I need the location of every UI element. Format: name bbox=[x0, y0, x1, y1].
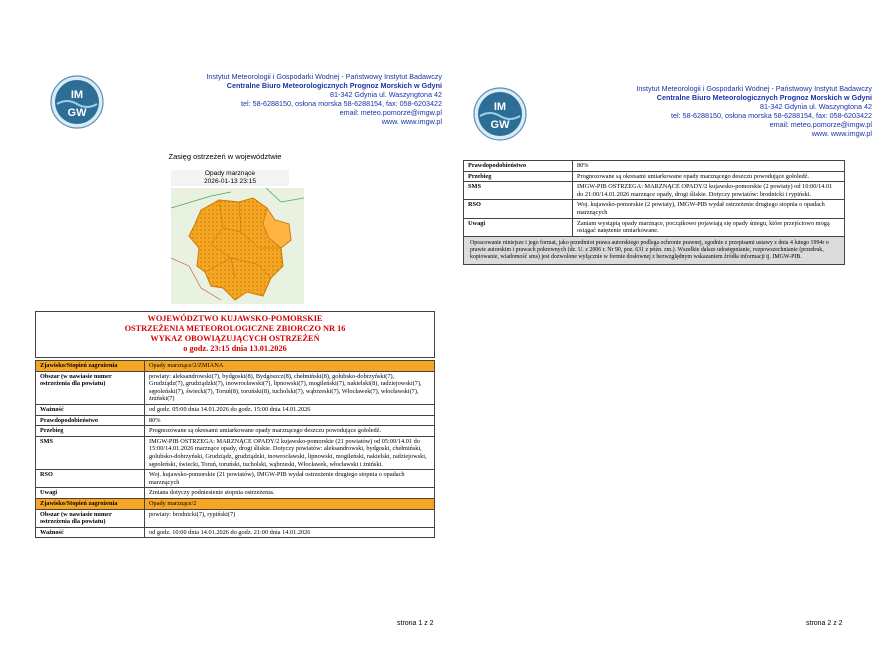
bulletin-title-line2: OSTRZEŻENIA METEOROLOGICZNE ZBIORCZO NR 16 bbox=[124, 324, 346, 333]
remarks-value: Zaniam wystąpią opady marznące, początkowo pojawiają się opady śniegu, które przejściowo mogą osiągać natężenie umiarkowane. bbox=[573, 218, 845, 236]
address: 81-342 Gdynia ul. Waszyngtona 42 bbox=[759, 102, 872, 111]
course-label: Przebieg bbox=[464, 171, 573, 182]
validity-value: od godz. 10:00 dnia 14.01.2026 do godz. 21:00 dnia 14.01.2026 bbox=[145, 527, 435, 538]
table-row bbox=[36, 436, 435, 469]
sms-value: IMGW-PIB OSTRZEGA: MARZNĄCE OPADY/2 kujawsko-pomorskie (21 powiatów) od 05:00/14.01 do 15:00/14.01.2026 marznące opady, drogi śliskie. Dotyczy powiatów: aleksandrowski, bydgoski, chełmiński, golubsko-dobrzyński, Grudziądz, grudziądzki, inowrocławski, lipnowski, mogileński, nakielski, radziejowski, sępoleński, świecki, Toruń, toruński, tucholski, wąbrzeski, Włocławek, włocławski i żniński. bbox=[145, 436, 435, 469]
probability-value: 80% bbox=[573, 161, 845, 172]
bulletin-title-line1: WOJEWÓDZTWO KUJAWSKO-POMORSKIE bbox=[147, 314, 323, 323]
imgw-logo bbox=[49, 74, 105, 130]
table-row bbox=[36, 371, 435, 404]
page-number-1: strona 1 z 2 bbox=[397, 620, 434, 627]
table-row bbox=[464, 161, 845, 172]
copyright-note: Opracowanie niniejsze i jego format, jako przedmiot prawa autorskiego podlega ochronie prawnej, zgodnie z przepisami ustawy z dnia 4 lutego 1994r o prawie autorskim i prawach pokrewnych (dz. U. z 2006 r. Nr 90, poz. 631 z późn. zm.). Wszelkie dalsze udostępnianie, rozpowszechnianie (przedruk, kopiowanie, wiadomość sms) jest dozwolone wyłącznie w formie dosłownej z bezwzględnym wskazaniem źródła informacji tj. IMGW-PIB. bbox=[464, 236, 845, 264]
bulletin-title-line3: WYKAZ OBOWIĄZUJĄCYCH OSTRZEŻEŃ bbox=[150, 334, 320, 343]
table-row bbox=[36, 527, 435, 538]
letterhead bbox=[572, 84, 872, 138]
website: www. www.imgw.pl bbox=[811, 129, 872, 138]
sms-value: IMGW-PIB OSTRZEGA: MARZNĄCE OPADY/2 kujawsko-pomorskie (2 powiaty) od 10:00/14.01 do 21:00/14.01.2026 marznące opady, drogi śliskie. Dotyczy powiatów: brodnicki i rypiński. bbox=[573, 182, 845, 200]
bulletin-title bbox=[35, 311, 435, 358]
rso-value: Woj. kujawsko-pomorskie (2 powiaty), IMGW-PIB wydał ostrzeżenie drugiego stopnia o opadach marznących bbox=[573, 200, 845, 218]
sms-label: SMS bbox=[36, 436, 145, 469]
probability-label: Prawdopodobieństwo bbox=[464, 161, 573, 172]
map-caption: Zasięg ostrzeżeń w województwie bbox=[168, 152, 282, 161]
warnings-table-page2 bbox=[463, 160, 845, 265]
table-row bbox=[36, 415, 435, 426]
logo-text-top: IM bbox=[70, 89, 84, 101]
document-page-2 bbox=[450, 0, 890, 668]
map-title: Opady marznące bbox=[204, 170, 256, 177]
table-row bbox=[464, 182, 845, 200]
bureau-name: Centralne Biuro Meteorologicznych Prognoz Morskich w Gdyni bbox=[656, 93, 872, 102]
table-row bbox=[36, 361, 435, 372]
warning-map bbox=[171, 188, 304, 304]
institute-name: Instytut Meteorologii i Gospodarki Wodnej - Państwowy Instytut Badawczy bbox=[206, 72, 442, 81]
area-label: Obszar (w nawiasie numer ostrzeżenia dla powiatu) bbox=[36, 371, 145, 404]
email: email: meteo.pomorze@imgw.pl bbox=[339, 108, 442, 117]
course-value: Prognozowane są okresami umiarkowane opady marznącego deszczu powodujące gołoledź. bbox=[573, 171, 845, 182]
page-number-2: strona 2 z 2 bbox=[806, 620, 843, 627]
map-datetime: 2026-01-13 23:15 bbox=[203, 178, 257, 185]
validity-label: Ważność bbox=[36, 404, 145, 415]
remarks-label: Uwagi bbox=[464, 218, 573, 236]
hazard-value: Opady marznące/2 bbox=[145, 498, 435, 509]
table-row bbox=[36, 488, 435, 499]
course-label: Przebieg bbox=[36, 426, 145, 437]
hazard-label: Zjawisko/Stopień zagrożenia bbox=[36, 498, 145, 509]
table-row bbox=[36, 470, 435, 488]
rso-label: RSO bbox=[464, 200, 573, 218]
probability-value: 80% bbox=[145, 415, 435, 426]
area-label: Obszar (w nawiasie numer ostrzeżenia dla powiatu) bbox=[36, 509, 145, 527]
imgw-logo bbox=[472, 86, 528, 142]
table-row bbox=[464, 236, 845, 264]
phone-line: tel: 58-6288150, osłona morska 58-6288154, fax: 058-6203422 bbox=[241, 99, 442, 108]
table-row bbox=[36, 509, 435, 527]
map-title-box bbox=[171, 170, 289, 186]
website: www. www.imgw.pl bbox=[381, 117, 442, 126]
phone-line: tel: 58-6288150, osłona morska 58-6288154, fax: 058-6203422 bbox=[671, 111, 872, 120]
table-row bbox=[36, 426, 435, 437]
institute-name: Instytut Meteorologii i Gospodarki Wodnej - Państwowy Instytut Badawczy bbox=[636, 84, 872, 93]
table-row bbox=[464, 218, 845, 236]
validity-label: Ważność bbox=[36, 527, 145, 538]
sms-label: SMS bbox=[464, 182, 573, 200]
warnings-table-page1 bbox=[35, 360, 435, 538]
logo-text-bottom: GW bbox=[490, 119, 510, 131]
bulletin-title-line4: o godz. 23:15 dnia 13.01.2026 bbox=[183, 344, 287, 353]
letterhead bbox=[142, 72, 442, 126]
table-row bbox=[464, 200, 845, 218]
logo-text-bottom: GW bbox=[67, 107, 87, 119]
area-value: powiaty: brodnicki(7), rypiński(7) bbox=[145, 509, 435, 527]
remarks-value: Zmiana dotyczy podniesienie stopnia ostrzeżenia. bbox=[145, 488, 435, 499]
validity-value: od godz. 05:00 dnia 14.01.2026 do godz. 15:00 dnia 14.01.2026 bbox=[145, 404, 435, 415]
table-row bbox=[36, 404, 435, 415]
email: email: meteo.pomorze@imgw.pl bbox=[769, 120, 872, 129]
rso-value: Woj. kujawsko-pomorskie (21 powiatów), IMGW-PIB wydał ostrzeżenie drugiego stopnia o opadach marznących bbox=[145, 470, 435, 488]
logo-text-top: IM bbox=[493, 101, 507, 113]
hazard-label: Zjawisko/Stopień zagrożenia bbox=[36, 361, 145, 372]
probability-label: Prawdopodobieństwo bbox=[36, 415, 145, 426]
hazard-value: Opady marznące/2/ZMIANA bbox=[145, 361, 435, 372]
bureau-name: Centralne Biuro Meteorologicznych Prognoz Morskich w Gdyni bbox=[226, 81, 442, 90]
rso-label: RSO bbox=[36, 470, 145, 488]
area-value: powiaty: aleksandrowski(7), bydgoski(8), Bydgoszcz(8), chełmiński(8), golubsko-dobrzyński(7), Grudziądz(7), grudziądzki(7), inowrocławski(7), lipnowski(7), mogileński(7), nakielski(8), radziejowski(7), sępoleński(7), świecki(7), Toruń(8), toruński(8), tucholski(7), wąbrzeski(7), Włocławek(7), włocławski(7), żniński(7) bbox=[145, 371, 435, 404]
table-row bbox=[464, 171, 845, 182]
course-value: Prognozowane są okresami umiarkowane opady marznącego deszczu powodujące gołoledź. bbox=[145, 426, 435, 437]
address: 81-342 Gdynia ul. Waszyngtona 42 bbox=[329, 90, 442, 99]
remarks-label: Uwagi bbox=[36, 488, 145, 499]
table-row bbox=[36, 498, 435, 509]
